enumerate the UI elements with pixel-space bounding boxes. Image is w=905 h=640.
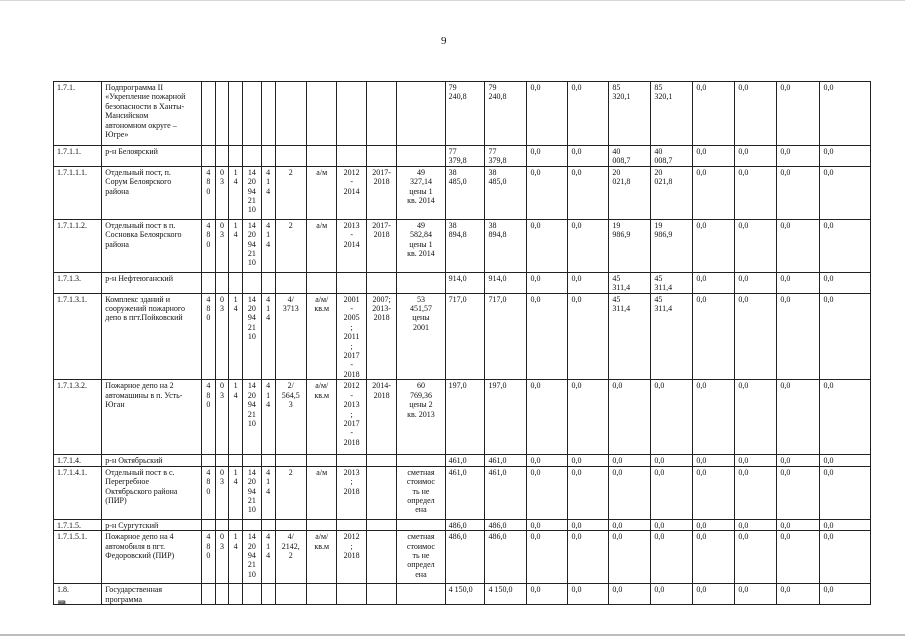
table-cell <box>397 584 445 605</box>
table-cell <box>202 146 216 167</box>
row-code-cell: 1.7.1.5. <box>54 519 102 530</box>
table-cell <box>229 146 243 167</box>
table-cell: 14 20 94 21 10 <box>242 380 261 455</box>
table-cell: 2013 - 2014 <box>337 219 366 272</box>
table-cell: сметная стоимос ть не определ ена <box>397 466 445 519</box>
table-cell: 0,0 <box>777 531 820 584</box>
table-cell: 45 311,4 <box>609 272 651 293</box>
table-cell: 4/ 3713 <box>275 293 307 380</box>
table-cell: 4 1 4 <box>261 531 275 584</box>
table-cell <box>215 272 229 293</box>
table-cell: 0,0 <box>527 466 568 519</box>
table-cell <box>366 531 396 584</box>
table-cell: 14 20 94 21 10 <box>242 219 261 272</box>
table-cell <box>337 82 366 146</box>
row-name-cell: Подпрограмма II «Укрепление пожарной безопасности в Ханты- Мансийском автономном округе – Югре» <box>102 82 202 146</box>
table-cell <box>307 82 337 146</box>
table-cell: 197,0 <box>485 380 527 455</box>
table-row <box>54 455 871 466</box>
table-cell: 14 20 94 21 10 <box>242 466 261 519</box>
table-cell: 4 1 4 <box>261 166 275 219</box>
table-cell: 2 <box>275 166 307 219</box>
table-cell <box>215 146 229 167</box>
table-cell: 0,0 <box>820 82 871 146</box>
table-row <box>54 584 871 605</box>
table-cell <box>397 455 445 466</box>
table-cell: 0,0 <box>527 82 568 146</box>
table-cell: 486,0 <box>445 531 485 584</box>
table-cell: 53 451,57 цены 2001 <box>397 293 445 380</box>
table-cell: 0,0 <box>820 531 871 584</box>
table-cell: 4 150,0 <box>445 584 485 605</box>
table-cell: а/м/ кв.м <box>307 531 337 584</box>
table-cell: 4/ 2142, 2 <box>275 531 307 584</box>
table-cell: 0,0 <box>693 146 735 167</box>
table-cell: 0,0 <box>777 82 820 146</box>
table-cell: 914,0 <box>445 272 485 293</box>
table-cell: 2 <box>275 466 307 519</box>
row-name-cell: р-н Сургутский <box>102 519 202 530</box>
table-row <box>54 166 871 219</box>
table-cell <box>337 455 366 466</box>
table-cell: 461,0 <box>445 466 485 519</box>
table-cell: 0,0 <box>735 455 777 466</box>
table-row <box>54 519 871 530</box>
table-cell: 14 20 94 21 10 <box>242 293 261 380</box>
table-cell: 1 4 <box>229 531 243 584</box>
table-cell <box>215 519 229 530</box>
table-cell: 0,0 <box>820 380 871 455</box>
table-cell: 20 021,8 <box>609 166 651 219</box>
row-code-cell: 1.7.1.3. <box>54 272 102 293</box>
table-cell: 0 3 <box>215 466 229 519</box>
table-cell: 197,0 <box>445 380 485 455</box>
table-cell: 14 20 94 21 10 <box>242 531 261 584</box>
table-row <box>54 146 871 167</box>
table-cell: 0,0 <box>568 293 609 380</box>
row-code-cell: 1.7.1.3.2. <box>54 380 102 455</box>
table-cell: 45 311,4 <box>651 272 693 293</box>
table-cell: 49 582,84 цены 1 кв. 2014 <box>397 219 445 272</box>
table-cell <box>307 455 337 466</box>
table-cell <box>202 272 216 293</box>
table-cell: 0,0 <box>820 166 871 219</box>
table-cell <box>275 584 307 605</box>
table-cell: 2007; 2013- 2018 <box>366 293 396 380</box>
table-cell: 19 986,9 <box>609 219 651 272</box>
table-cell: 0,0 <box>693 219 735 272</box>
table-cell: 0,0 <box>609 584 651 605</box>
table-cell: 4 1 4 <box>261 219 275 272</box>
table-cell: 85 320,1 <box>609 82 651 146</box>
table-cell: 0,0 <box>527 219 568 272</box>
table-cell <box>242 455 261 466</box>
table-cell <box>215 584 229 605</box>
row-code-cell: 1.7.1. <box>54 82 102 146</box>
table-cell: 0,0 <box>609 455 651 466</box>
table-cell: 1 4 <box>229 380 243 455</box>
table-cell: 0,0 <box>527 380 568 455</box>
table-cell: 0,0 <box>651 455 693 466</box>
table-cell: 79 240,8 <box>445 82 485 146</box>
table-cell: 0,0 <box>777 380 820 455</box>
table-cell <box>202 519 216 530</box>
table-cell <box>275 82 307 146</box>
table-cell: 77 379,8 <box>445 146 485 167</box>
table-cell: 0,0 <box>735 584 777 605</box>
footer-mark: нв <box>58 598 66 606</box>
table-cell <box>229 584 243 605</box>
table-cell: 0,0 <box>651 519 693 530</box>
table-cell <box>261 272 275 293</box>
table-cell: 0,0 <box>568 82 609 146</box>
table-cell: 0 3 <box>215 166 229 219</box>
table-cell: 2001 - 2005 ; 2011 ; 2017 - 2018 <box>337 293 366 380</box>
table-cell: а/м <box>307 166 337 219</box>
table-cell: 2012 - 2013 ; 2017 - 2018 <box>337 380 366 455</box>
table-cell <box>229 272 243 293</box>
table-cell: 4 8 0 <box>202 531 216 584</box>
table-cell: 2 <box>275 219 307 272</box>
row-code-cell: 1.7.1.1.1. <box>54 166 102 219</box>
table-cell: 0 3 <box>215 293 229 380</box>
table-cell <box>366 466 396 519</box>
table-cell <box>275 519 307 530</box>
table-cell: 486,0 <box>445 519 485 530</box>
table-cell <box>215 455 229 466</box>
table-cell: 0,0 <box>735 82 777 146</box>
table-cell: 0,0 <box>693 293 735 380</box>
table-cell: 45 311,4 <box>651 293 693 380</box>
row-code-cell: 1.7.1.5.1. <box>54 531 102 584</box>
table-cell: 4 8 0 <box>202 166 216 219</box>
table-cell: 38 485,0 <box>445 166 485 219</box>
table-cell: 4 1 4 <box>261 380 275 455</box>
row-name-cell: Комплекс зданий и сооружений пожарного депо в пгт.Пойковский <box>102 293 202 380</box>
table-cell: 0,0 <box>568 584 609 605</box>
table-cell: 79 240,8 <box>485 82 527 146</box>
budget-table <box>53 81 871 605</box>
table-cell <box>397 519 445 530</box>
table-row <box>54 466 871 519</box>
table-cell: 0,0 <box>609 531 651 584</box>
table-cell <box>366 584 396 605</box>
table-cell <box>366 146 396 167</box>
table-cell: а/м <box>307 219 337 272</box>
table-cell: 49 327,14 цены 1 кв. 2014 <box>397 166 445 219</box>
table-row <box>54 531 871 584</box>
table-cell: 0,0 <box>651 380 693 455</box>
table-cell: 0,0 <box>568 466 609 519</box>
table-cell <box>275 455 307 466</box>
row-name-cell: Отдельный пост в с. Перегребное Октябрьского района (ПИР) <box>102 466 202 519</box>
table-cell: 0,0 <box>527 272 568 293</box>
table-cell: 0,0 <box>820 272 871 293</box>
table-body <box>54 82 871 605</box>
table-cell: 0,0 <box>609 519 651 530</box>
table-cell: 2/ 564,5 3 <box>275 380 307 455</box>
table-cell: 486,0 <box>485 519 527 530</box>
table-cell: 0,0 <box>693 531 735 584</box>
row-name-cell: р-н Белоярский <box>102 146 202 167</box>
table-cell: 1 4 <box>229 166 243 219</box>
table-cell: 914,0 <box>485 272 527 293</box>
table-cell <box>397 146 445 167</box>
table-cell: 4 150,0 <box>485 584 527 605</box>
table-cell <box>366 272 396 293</box>
table-cell: 0,0 <box>777 272 820 293</box>
table-cell: 2012 ; 2018 <box>337 531 366 584</box>
table-cell: 0,0 <box>568 272 609 293</box>
table-cell <box>397 272 445 293</box>
scan-edge-top <box>0 0 905 1</box>
table-cell: 0,0 <box>527 531 568 584</box>
table-cell <box>202 455 216 466</box>
table-cell <box>215 82 229 146</box>
table-cell: 0,0 <box>820 293 871 380</box>
table-cell <box>242 146 261 167</box>
table-cell: 2014- 2018 <box>366 380 396 455</box>
table-cell: 0,0 <box>820 146 871 167</box>
table-cell: 0,0 <box>609 380 651 455</box>
table-cell: 0,0 <box>820 219 871 272</box>
row-name-cell: Пожарное депо на 2 автомашины в п. Усть- Юган <box>102 380 202 455</box>
table-cell: 0,0 <box>820 455 871 466</box>
table-cell: 85 320,1 <box>651 82 693 146</box>
table-cell <box>307 519 337 530</box>
table-cell: 0,0 <box>735 519 777 530</box>
table-cell: 461,0 <box>445 455 485 466</box>
table-cell: 0,0 <box>527 519 568 530</box>
table-cell: 38 894,8 <box>485 219 527 272</box>
table-cell: 2013 ; 2018 <box>337 466 366 519</box>
table-cell: 0 3 <box>215 219 229 272</box>
table-cell: 0,0 <box>777 466 820 519</box>
table-cell: а/м/ кв.м <box>307 293 337 380</box>
table-cell: а/м/ кв.м <box>307 380 337 455</box>
table-cell: 0,0 <box>527 455 568 466</box>
table-cell: 60 769,36 цены 2 кв. 2013 <box>397 380 445 455</box>
table-cell: 461,0 <box>485 455 527 466</box>
table-cell: 0,0 <box>777 219 820 272</box>
table-cell: 0,0 <box>735 380 777 455</box>
table-row <box>54 272 871 293</box>
table-cell: 0,0 <box>735 466 777 519</box>
row-code-cell: 1.7.1.4. <box>54 455 102 466</box>
table-cell <box>242 519 261 530</box>
row-name-cell: Государственная программа <box>102 584 202 605</box>
table-cell: 4 8 0 <box>202 219 216 272</box>
table-row <box>54 219 871 272</box>
table-cell: 0,0 <box>568 166 609 219</box>
table-cell <box>337 272 366 293</box>
table-cell <box>242 82 261 146</box>
table-cell: 0,0 <box>693 380 735 455</box>
row-code-cell: 1.7.1.1.2. <box>54 219 102 272</box>
table-cell: 1 4 <box>229 293 243 380</box>
table-cell <box>242 272 261 293</box>
table-cell: 0,0 <box>777 519 820 530</box>
table-cell: 0,0 <box>777 146 820 167</box>
table-cell: 0,0 <box>693 584 735 605</box>
table-cell <box>261 455 275 466</box>
table-cell <box>242 584 261 605</box>
table-cell <box>202 584 216 605</box>
row-code-cell: 1.7.1.1. <box>54 146 102 167</box>
table-cell: 20 021,8 <box>651 166 693 219</box>
table-cell: 0,0 <box>693 519 735 530</box>
table-cell <box>261 519 275 530</box>
table-cell: 0,0 <box>693 166 735 219</box>
table-cell <box>202 82 216 146</box>
table-cell <box>366 519 396 530</box>
table-cell: 0,0 <box>651 531 693 584</box>
table-cell: 0,0 <box>568 531 609 584</box>
row-name-cell: Отдельный пост, п. Сорум Белоярского района <box>102 166 202 219</box>
table-cell: 0,0 <box>568 455 609 466</box>
table-cell: 0,0 <box>777 293 820 380</box>
table-cell: 45 311,4 <box>609 293 651 380</box>
table-cell: 486,0 <box>485 531 527 584</box>
table-cell: 0,0 <box>568 146 609 167</box>
table-cell: 4 1 4 <box>261 466 275 519</box>
table-cell <box>229 82 243 146</box>
table-cell: 38 485,0 <box>485 166 527 219</box>
table-cell: 0,0 <box>777 584 820 605</box>
table-cell: 0,0 <box>777 166 820 219</box>
table-cell: 0,0 <box>527 146 568 167</box>
table-cell <box>275 146 307 167</box>
table-cell: 0,0 <box>735 293 777 380</box>
table-cell <box>337 584 366 605</box>
table-cell: 40 008,7 <box>609 146 651 167</box>
table-cell: 0,0 <box>527 293 568 380</box>
table-cell <box>261 584 275 605</box>
table-cell: 0,0 <box>651 584 693 605</box>
table-cell: 0,0 <box>609 466 651 519</box>
table-cell <box>337 146 366 167</box>
table-cell: 0,0 <box>735 219 777 272</box>
table-cell: 0 3 <box>215 531 229 584</box>
table-cell: 0,0 <box>693 455 735 466</box>
row-name-cell: р-н Нефтеюганский <box>102 272 202 293</box>
table-cell: 0,0 <box>693 82 735 146</box>
table-cell: 1 4 <box>229 219 243 272</box>
table-cell: сметная стоимос ть не определ ена <box>397 531 445 584</box>
table-cell: 77 379,8 <box>485 146 527 167</box>
table-cell: 0,0 <box>693 272 735 293</box>
table-cell: 2012 - 2014 <box>337 166 366 219</box>
table-cell <box>366 82 396 146</box>
table-cell: 1 4 <box>229 466 243 519</box>
table-cell: 0,0 <box>735 272 777 293</box>
page-number: 9 <box>441 35 447 47</box>
table-cell <box>261 146 275 167</box>
table-row <box>54 380 871 455</box>
row-code-cell: 1.7.1.3.1. <box>54 293 102 380</box>
table-cell: 717,0 <box>485 293 527 380</box>
row-name-cell: Отдельный пост в п. Сосновка Белоярского района <box>102 219 202 272</box>
table-cell <box>229 455 243 466</box>
table-cell: 0,0 <box>735 146 777 167</box>
table-cell <box>307 146 337 167</box>
row-code-cell: 1.8. <box>54 584 102 605</box>
table-cell: а/м <box>307 466 337 519</box>
table-cell: 0,0 <box>527 166 568 219</box>
table-cell <box>397 82 445 146</box>
table-cell: 14 20 94 21 10 <box>242 166 261 219</box>
scan-edge-bottom <box>0 634 905 636</box>
table-cell: 0 3 <box>215 380 229 455</box>
table-cell <box>229 519 243 530</box>
table-cell: 4 8 0 <box>202 293 216 380</box>
table-cell: 0,0 <box>568 219 609 272</box>
table-cell: 19 986,9 <box>651 219 693 272</box>
table-row <box>54 82 871 146</box>
table-cell <box>275 272 307 293</box>
table-cell: 2017- 2018 <box>366 219 396 272</box>
table-cell: 0,0 <box>568 519 609 530</box>
table-cell: 4 1 4 <box>261 293 275 380</box>
row-name-cell: р-н Октябрьский <box>102 455 202 466</box>
table-cell: 0,0 <box>735 531 777 584</box>
row-code-cell: 1.7.1.4.1. <box>54 466 102 519</box>
table-cell <box>366 455 396 466</box>
row-name-cell: Пожарное депо на 4 автомобиля в пгт. Федоровский (ПИР) <box>102 531 202 584</box>
table-cell: 38 894,8 <box>445 219 485 272</box>
table-cell: 461,0 <box>485 466 527 519</box>
table-cell: 4 8 0 <box>202 380 216 455</box>
table-cell <box>261 82 275 146</box>
table-cell <box>307 584 337 605</box>
table-cell: 0,0 <box>527 584 568 605</box>
table-cell: 717,0 <box>445 293 485 380</box>
table-cell: 0,0 <box>820 466 871 519</box>
table-cell: 2017- 2018 <box>366 166 396 219</box>
table-cell: 0,0 <box>820 519 871 530</box>
table-row <box>54 293 871 380</box>
table-cell: 0,0 <box>651 466 693 519</box>
table-cell: 4 8 0 <box>202 466 216 519</box>
table-cell <box>307 272 337 293</box>
table-cell: 0,0 <box>820 584 871 605</box>
table-cell: 0,0 <box>693 466 735 519</box>
table-cell: 40 008,7 <box>651 146 693 167</box>
table-cell: 0,0 <box>777 455 820 466</box>
table-cell: 0,0 <box>735 166 777 219</box>
table-cell <box>337 519 366 530</box>
table-cell: 0,0 <box>568 380 609 455</box>
